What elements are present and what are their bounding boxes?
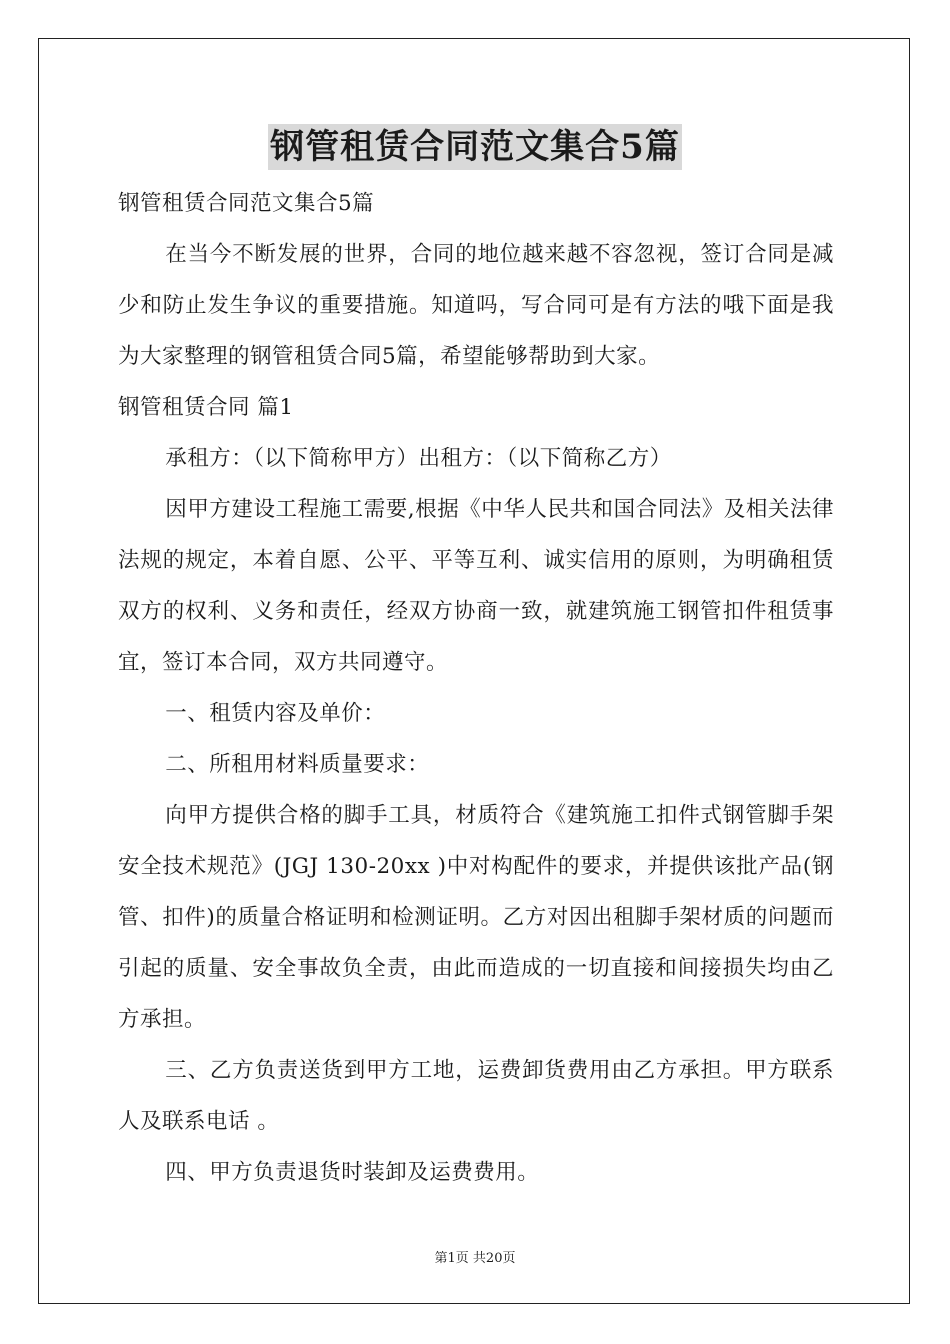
intro-paragraph: 在当今不断发展的世界，合同的地位越来越不容忽视，签订合同是减少和防止发生争议的重要措施。知道吗，写合同可是有方法的哦下面是我为大家整理的钢管租赁合同5篇，希望能够帮助到大家。 [118, 242, 834, 369]
subtitle-line: 钢管租赁合同范文集合5篇 [118, 191, 375, 216]
clause-1: 一、租赁内容及单价： [165, 701, 386, 726]
parties-paragraph: 承租方：（以下简称甲方）出租方：（以下简称乙方） [165, 446, 672, 471]
preamble-paragraph: 因甲方建设工程施工需要,根据《中华人民共和国合同法》及相关法律法规的规定，本着自愿、公平、平等互利、诚实信用的原则，为明确租赁双方的权利、义务和责任，经双方协商一致，就建筑施工钢管扣件租赁事宜，签订本合同，双方共同遵守。 [118, 497, 834, 675]
page-footer [0, 1247, 950, 1266]
document-body [118, 178, 834, 1198]
title-area [0, 124, 950, 170]
section-heading: 钢管租赁合同 篇1 [118, 395, 294, 420]
clause-2: 二、所租用材料质量要求： [165, 752, 430, 777]
clause-2-detail: 向甲方提供合格的脚手工具，材质符合《建筑施工扣件式钢管脚手架安全技术规范》(JGJ 130-20xx )中对构配件的要求，并提供该批产品(钢管、扣件)的质量合格证明和检测证明。乙方对因出租脚手架材质的问题而引起的质量、安全事故负全责，由此而造成的一切直接和间接损失均由乙方承担。 [118, 803, 834, 1032]
page-number: 第1页 共20页 [434, 1251, 516, 1266]
clause-4: 四、甲方负责退货时装卸及运费费用。 [165, 1160, 540, 1185]
document-title: 钢管租赁合同范文集合5篇 [268, 124, 682, 170]
clause-3: 三、乙方负责送货到甲方工地，运费卸货费用由乙方承担。甲方联系人及联系电话 。 [118, 1058, 834, 1134]
